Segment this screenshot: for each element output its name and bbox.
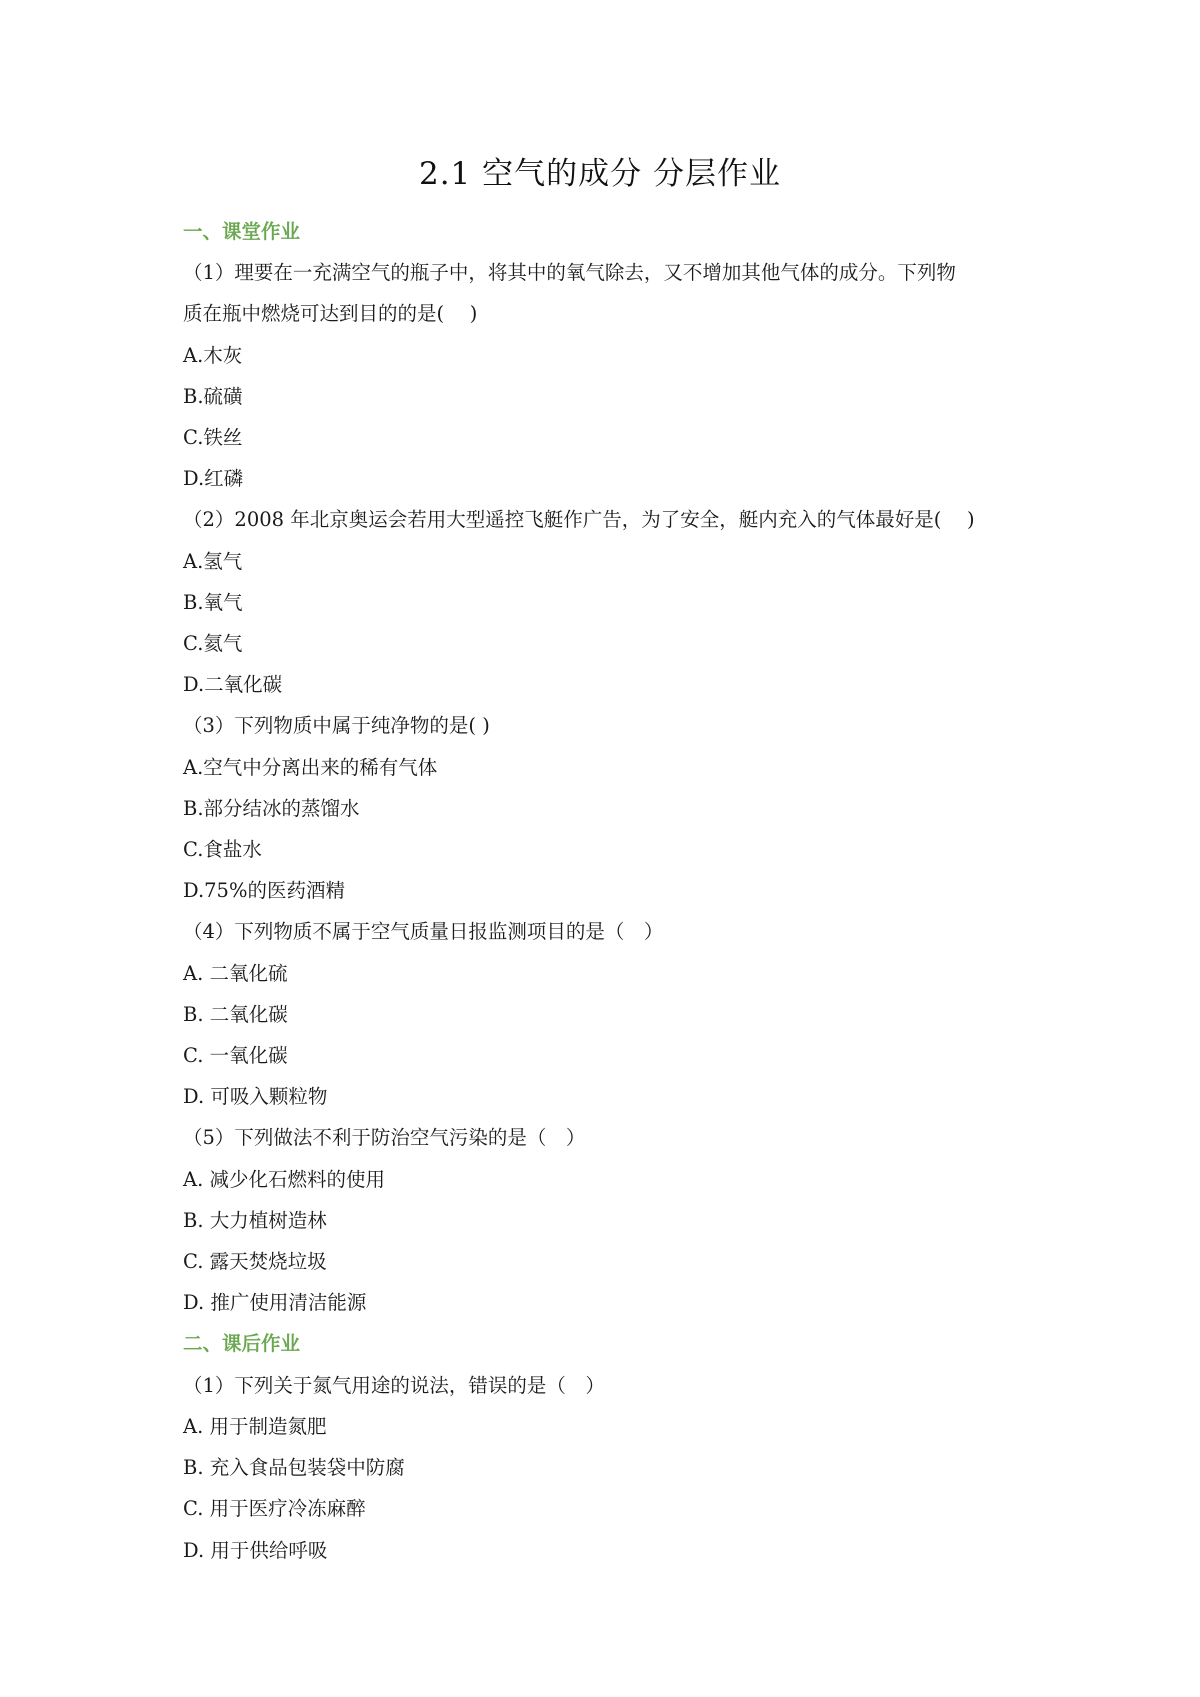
section-heading-classwork: 一、课堂作业 (183, 220, 301, 243)
question-3-option-b: B.部分结冰的蒸馏水 (183, 796, 360, 820)
question-2-stem: （2）2008 年北京奥运会若用大型遥控飞艇作广告，为了安全，艇内充入的气体最好是( ) (183, 508, 975, 532)
question-5-option-b: B. 大力植树造林 (183, 1208, 327, 1232)
question-5-option-a: A. 减少化石燃料的使用 (183, 1167, 385, 1191)
question-4-stem: （4）下列物质不属于空气质量日报监测项目的是（ ） (183, 920, 664, 944)
question-3-stem: （3）下列物质中属于纯净物的是( ) (183, 714, 490, 738)
document-body (183, 211, 1043, 1571)
question-5-option-c: C. 露天焚烧垃圾 (183, 1250, 327, 1274)
question-3-option-c: C.食盐水 (183, 838, 262, 862)
homework-question-1-option-d: D. 用于供给呼吸 (183, 1538, 328, 1562)
question-2-option-b: B.氧气 (183, 590, 243, 614)
question-3-option-d: D.75%的医药酒精 (183, 879, 345, 903)
question-2-option-c: C.氦气 (183, 632, 243, 656)
question-1-option-c: C.铁丝 (183, 426, 243, 450)
question-2-option-a: A.氢气 (183, 549, 243, 573)
question-5-option-d: D. 推广使用清洁能源 (183, 1291, 367, 1315)
question-1-stem-line-1: （1）理要在一充满空气的瓶子中，将其中的氧气除去，又不增加其他气体的成分。下列物 (183, 261, 956, 285)
question-4-option-d: D. 可吸入颗粒物 (183, 1085, 328, 1109)
question-3-option-a: A.空气中分离出来的稀有气体 (183, 755, 438, 779)
homework-question-1-stem: （1）下列关于氮气用途的说法，错误的是（ ） (183, 1373, 605, 1397)
question-1-option-a: A.木灰 (183, 343, 243, 367)
question-1-stem-line-2: 质在瓶中燃烧可达到目的的是( ) (183, 302, 478, 326)
question-4-option-a: A. 二氧化硫 (183, 961, 288, 985)
question-4-option-c: C. 一氧化碳 (183, 1044, 288, 1068)
question-1-option-b: B.硫磺 (183, 384, 243, 408)
question-2-option-d: D.二氧化碳 (183, 673, 283, 697)
page-title: 2.1 空气的成分 分层作业 (418, 156, 781, 192)
question-1-option-d: D.红磷 (183, 467, 244, 491)
homework-question-1-option-c: C. 用于医疗冷冻麻醉 (183, 1497, 366, 1521)
question-5-stem: （5）下列做法不利于防治空气污染的是（ ） (183, 1126, 586, 1150)
section-heading-homework: 二、课后作业 (183, 1332, 301, 1356)
question-4-option-b: B. 二氧化碳 (183, 1002, 288, 1026)
homework-question-1-option-a: A. 用于制造氮肥 (183, 1414, 327, 1438)
homework-question-1-option-b: B. 充入食品包装袋中防腐 (183, 1456, 405, 1480)
